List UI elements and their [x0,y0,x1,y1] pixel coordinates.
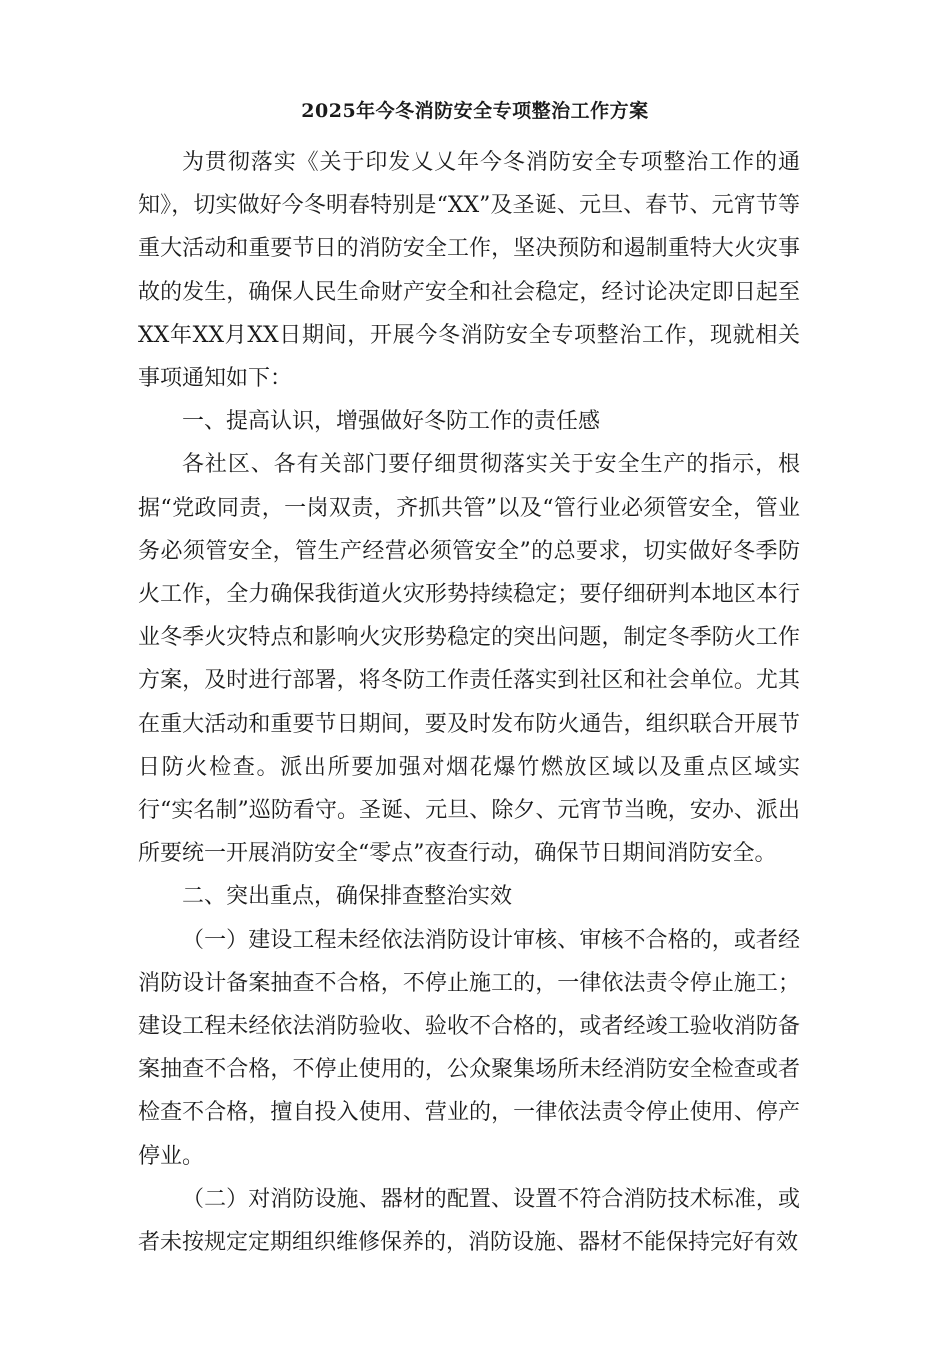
intro-paragraph: 为贯彻落实《关于印发乂乂年今冬消防安全专项整治工作的通知》，切实做好今冬明春特别是“XX”及圣诞、元旦、春节、元宵节等重大活动和重要节日的消防安全工作，坚决预防和遏制重特大火灾事故的发生，确保人民生命财产安全和社会稳定，经讨论决定即日起至XX年XX月XX日期间，开展今冬消防安全专项整治工作，现就相关事项通知如下： [138,150,800,392]
section-heading-1: 一、提高认识，增强做好冬防工作的责任感 [182,409,601,435]
item-2-paragraph: （二）对消防设施、器材的配置、设置不符合消防技术标准，或者未按规定定期组织维修保养的，消防设施、器材不能保持完好有效 [138,1186,800,1256]
section-1-paragraph: 各社区、各有关部门要仔细贯彻落实关于安全生产的指示，根据“党政同责，一岗双责，齐抓共管”以及“管行业必须管安全，管业务必须管安全，管生产经营必须管安全”的总要求，切实做好冬季防火工作，全力确保我街道火灾形势持续稳定；要仔细研判本地区本行业冬季火灾特点和影响火灾形势稳定的突出问题，制定冬季防火工作方案，及时进行部署，将冬防工作责任落实到社区和社会单位。尤其在重大活动和重要节日期间，要及时发布防火通告，组织联合开展节日防火检查。派出所要加强对烟花爆竹燃放区域以及重点区域实行“实名制”巡防看守。圣诞、元旦、除夕、元宵节当晚，安办、派出所要统一开展消防安全“零点”夜查行动，确保节日期间消防安全。 [138,452,800,867]
document-title: 2025年今冬消防安全专项整治工作方案 [301,100,649,122]
document-body [138,141,800,1264]
item-1-paragraph: （一）建设工程未经依法消防设计审核、审核不合格的，或者经消防设计备案抽查不合格，不停止施工的，一律依法责令停止施工；建设工程未经依法消防验收、验收不合格的，或者经竣工验收消防备案抽查不合格，不停止使用的，公众聚集场所未经消防安全检查或者检查不合格，擅自投入使用、营业的，一律依法责令停止使用、停产停业。 [138,927,800,1169]
section-heading-2: 二、突出重点，确保排查整治实效 [182,884,513,910]
